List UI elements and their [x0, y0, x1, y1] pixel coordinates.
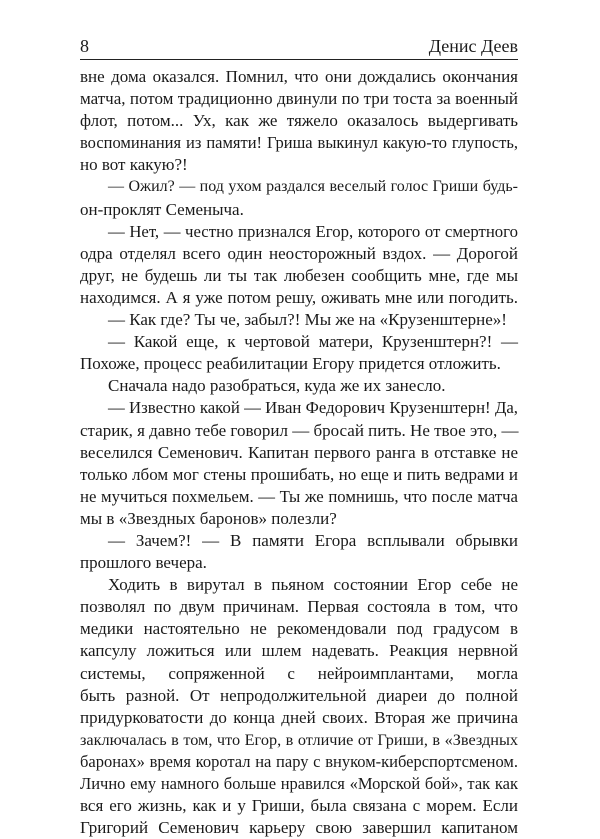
text-line: капсулу ложиться или шлем надевать. Реакция нервной [80, 641, 518, 661]
text-line: не мучиться похмельем. — Ты же помнишь, что после матча [80, 486, 518, 506]
text-line: позволял по двум причинам. Первая состояла в том, что [80, 597, 518, 617]
text-line: придурковатости до конца дней своих. Вторая же причина [80, 707, 518, 727]
running-head-author: Денис Деев [428, 36, 518, 56]
text-line: — Зачем?! — В памяти Егора всплывали обрывки [108, 530, 518, 550]
text-line: старик, я давно тебе говорил — бросай пить. Не твое это, — [80, 420, 519, 440]
text-line: заключалась в том, что Егор, в отличие от Гриши, в «Звездных [80, 730, 518, 749]
text-line: баронах» время коротал на пару с внуком-киберспортсменом. [80, 751, 518, 771]
text-line: только лбом мог стены прошибать, но еще и пить ведрами и [80, 464, 518, 484]
text-line: Григорий Семенович карьеру свою завершил капитаном [80, 818, 518, 838]
text-line: — Как где? Ты че, забыл?! Мы же на «Крузенштерне»! [108, 310, 507, 330]
text-line: — Известно какой — Иван Федорович Крузенштерн! Да, [108, 398, 518, 418]
text-line: прошлого вечера. [80, 553, 207, 573]
text-line: Лично ему намного больше нравился «Морской бой», так как [80, 774, 518, 793]
text-line: вся его жизнь, как и у Гриши, была связана с морем. Если [80, 796, 518, 816]
text-line: быть разной. От непродолжительной диареи до полной [80, 685, 518, 705]
text-line: он-проклят Семеныча. [80, 199, 244, 219]
text-line: системы, сопряженной с нейроимплантами, могла [80, 663, 518, 683]
text-line: медики настоятельно не рекомендовали под градусом в [80, 619, 518, 639]
text-line: воспоминания из памяти! Гриша выкинул какую-то глупость, [80, 133, 518, 153]
text-line: Ходить в вирутал в пьяном состоянии Егор себе не [108, 575, 518, 595]
text-line: вне дома оказался. Помнил, что они дождались окончания [80, 67, 518, 86]
text-line: но вот какую?! [80, 155, 188, 175]
text-line: Сначала надо разобраться, куда же их занесло. [108, 376, 446, 396]
page-number: 8 [80, 36, 89, 56]
text-line: друг, не будешь ли ты так любезен сообщить мне, где мы [80, 265, 518, 285]
text-line: одра отделял всего один неосторожный вздох. — Дорогой [80, 243, 518, 263]
text-line: матча, потом традиционно двинули по три тоста за военный [80, 89, 518, 109]
body-text [80, 66, 518, 839]
text-line: флот, потом... Ух, как же тяжело оказалось выдергивать [80, 111, 518, 131]
text-line: мы в «Звездных баронов» полезли? [80, 508, 337, 528]
text-line: — Нет, — честно признался Егор, которого от смертного [108, 221, 518, 241]
text-line: Похоже, процесс реабилитации Егору придется отложить. [80, 354, 501, 374]
text-line: — Какой еще, к чертовой матери, Крузенштерн?! — [108, 332, 518, 352]
page-header [80, 33, 518, 60]
text-line: веселился Семенович. Капитан первого ранга в отставке не [80, 442, 518, 462]
text-line: находимся. А я уже потом решу, оживать мне или погодить. [80, 287, 518, 307]
text-line: — Ожил? — под ухом раздался веселый голос Гриши будь- [108, 178, 518, 196]
